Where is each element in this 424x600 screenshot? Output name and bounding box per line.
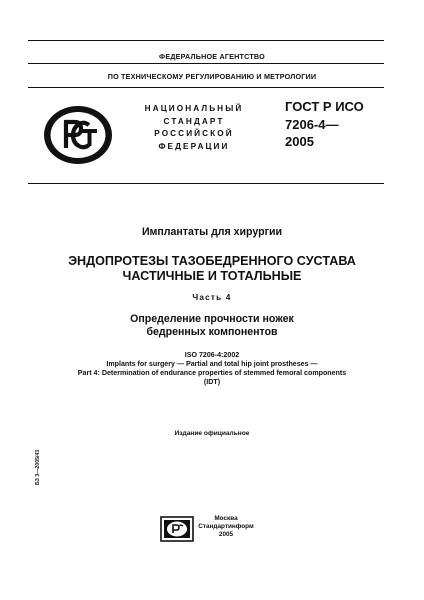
top-rule [28,40,384,41]
national-standard-label [138,103,250,153]
iso-line: Part 4: Determination of endurance properties of stemmed femoral components [77,369,347,377]
part-title-line: бедренных компонентов [146,326,278,338]
gost-r-logo-icon [42,104,114,166]
standard-label-line: ФЕДЕРАЦИИ [158,141,230,151]
publisher-line: Москва [214,515,238,522]
iso-reference [0,351,424,387]
official-edition-label: Издание официальное [174,430,250,437]
standard-label-line: СТАНДАРТ [163,116,225,126]
header-rule [28,87,384,88]
publisher-block [196,515,256,539]
part-label: Часть 4 [192,293,232,302]
standard-code-line: 7206-4— [285,116,339,132]
agency-line-2: ПО ТЕХНИЧЕСКОМУ РЕГУЛИРОВАНИЮ И МЕТРОЛОГИИ [107,72,317,81]
part-title-line: Определение прочности ножек [130,313,294,325]
main-title-line: ЭНДОПРОТЕЗЫ ТАЗОБЕДРЕННОГО СУСТАВА [68,254,356,268]
side-code: БЗ 3—2005/43 [35,449,41,485]
main-title [0,254,424,284]
part-title [0,313,424,339]
standard-code-line: ГОСТ Р ИСО [285,99,364,114]
standard-code-line: 2005 [285,134,314,149]
iso-line: ISO 7206-4:2002 [184,351,240,359]
publisher-line: Стандартинформ [198,523,254,530]
main-title-line: ЧАСТИЧНЫЕ И ТОТАЛЬНЫЕ [122,269,302,283]
agency-line-1: ФЕДЕРАЛЬНОЕ АГЕНТСТВО [159,52,265,61]
iso-line: Implants for surgery — Partial and total hip joint prostheses — [106,360,318,368]
standard-label-line: РОССИЙСКОЙ [154,129,234,138]
standard-label-line: НАЦИОНАЛЬНЫЙ [144,104,244,113]
standartinform-logo-icon [160,516,194,542]
standard-code [285,98,364,151]
title-rule [28,183,384,184]
iso-line: (IDT) [203,378,221,386]
subject-heading: Имплантаты для хирургии [141,226,283,238]
agency-rule [28,63,384,64]
publisher-line: 2005 [218,531,234,538]
